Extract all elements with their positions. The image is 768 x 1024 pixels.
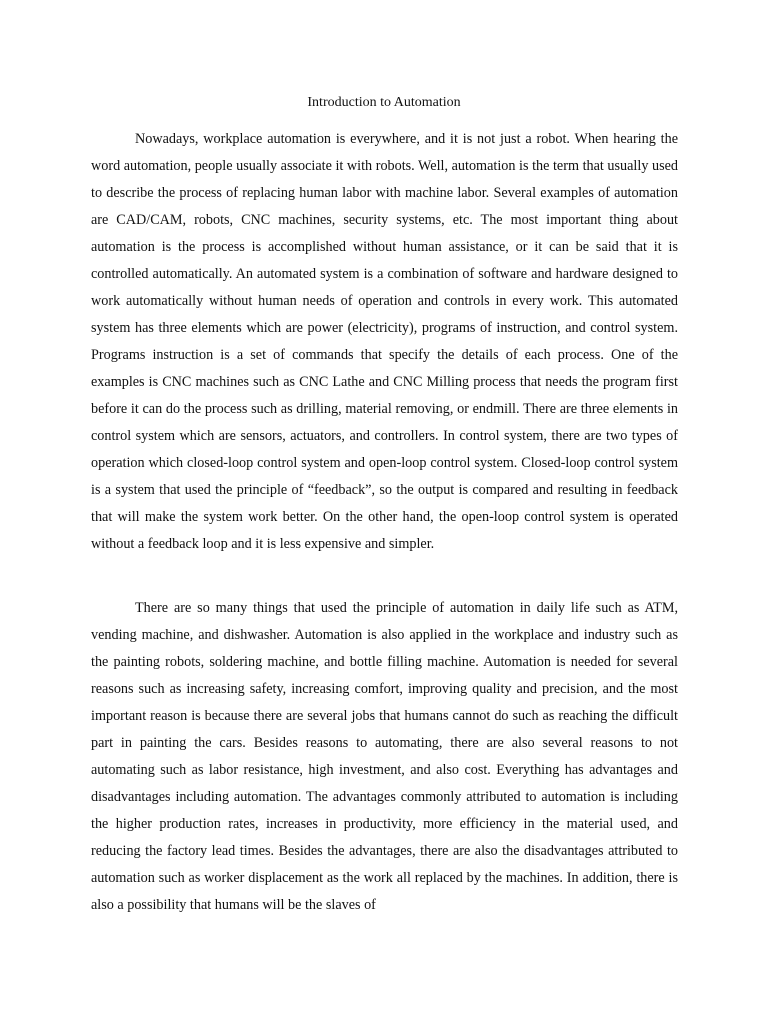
paragraph-text: Nowadays, workplace automation is everywhere, and it is not just a robot. When hearing the word automation, people usually associate it with robots. Well, automation is the term that usually used to describe the process of replacing human labor with machine labor. Several examples of automation are CAD/CAM, robots, CNC machines, security systems, etc. The most important thing about automation is the process is accomplished without human assistance, or it can be said that it is controlled automatically. An automated system is a combination of software and hardware designed to work automatically without human needs of operation and controls in every work. This automated system has three elements which are power (electricity), programs of instruction, and control system. Programs instruction is a set of commands that specify the details of each process. One of the examples is CNC machines such as CNC Lathe and CNC Milling process that needs the program first before it can do the process such as drilling, material removing, or endmill. There are three elements in control system which are sensors, actuators, and controllers. In control system, there are two types of operation which closed-loop control system and open-loop control system. Closed-loop control system is a system that used the principle of “feedback”, so the output is compared and resulting in feedback that will make the system work better. On the other hand, the open-loop control system is operated without a feedback loop and it is less expensive and simpler. xyxy=(91,131,678,552)
paragraph-text: There are so many things that used the principle of automation in daily life such as ATM, vending machine, and dishwasher. Automation is also applied in the workplace and industry such as the painting robots, soldering machine, and bottle filling machine. Automation is needed for several reasons such as increasing safety, increasing comfort, improving quality and precision, and the most important reason is because there are several jobs that humans cannot do such as reaching the difficult part in painting the cars. Besides reasons to automating, there are also several reasons to not automating such as labor resistance, high investment, and also cost. Everything has advantages and disadvantages including automation. The advantages commonly attributed to automation is including the higher production rates, increases in productivity, more efficiency in the material used, and reducing the factory lead times. Besides the advantages, there are also the disadvantages attributed to automation such as worker displacement as the work all replaced by the machines. In addition, there is also a possibility that humans will be the slaves of xyxy=(91,600,678,913)
paragraph xyxy=(91,126,678,558)
paragraph xyxy=(91,595,678,930)
document-title: Introduction to Automation xyxy=(307,95,461,110)
